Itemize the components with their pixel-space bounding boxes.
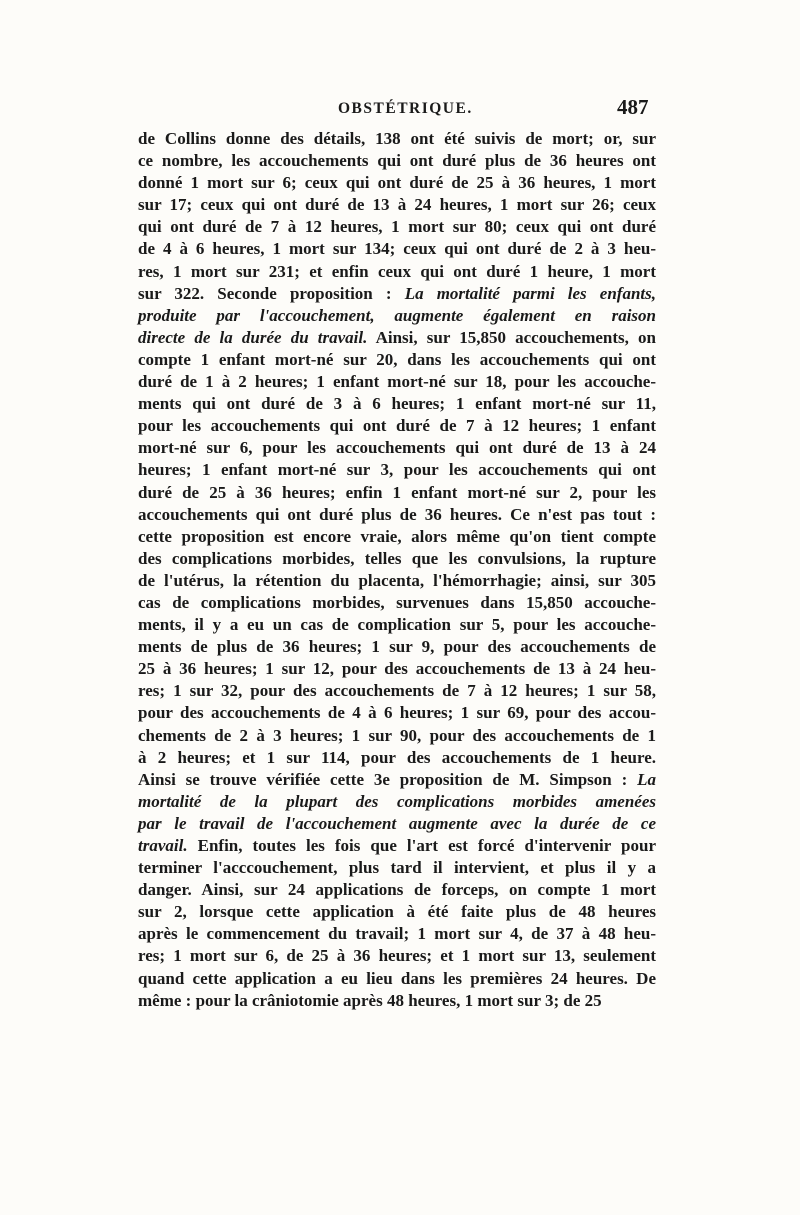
italic-text: La mortalité parmi les enfants, (404, 283, 657, 303)
text-line (138, 879, 656, 901)
text-segment: ments, il y a eu un cas de complication sur 5, pour les accouche- (138, 615, 656, 635)
text-line (138, 305, 656, 327)
text-line (138, 791, 656, 813)
text-line (138, 570, 656, 592)
text-segment: cas de complications morbides, survenues dans 15,850 accouche- (138, 592, 656, 612)
text-line (138, 923, 656, 945)
text-segment: des complications morbides, telles que les convulsions, la rupture (138, 548, 656, 568)
text-line (138, 945, 656, 967)
text-line (138, 327, 656, 349)
text-line (138, 747, 656, 769)
text-line (138, 592, 656, 614)
italic-text: mortalité de la plupart des complications morbides amenées (138, 791, 656, 811)
italic-text: produite par l'accouchement, augmente également en raison (138, 305, 656, 325)
text-segment: ments qui ont duré de 3 à 6 heures; 1 enfant mort-né sur 11, (138, 394, 656, 414)
text-segment: accouchements qui ont duré plus de 36 heures. Ce n'est pas tout : (138, 504, 656, 524)
text-segment: heures; 1 enfant mort-né sur 3, pour les accouchements qui ont (138, 460, 656, 480)
text-line (138, 769, 656, 791)
body-text (138, 128, 656, 1012)
text-segment: res, 1 mort sur 231; et enfin ceux qui ont duré 1 heure, 1 mort (138, 261, 656, 281)
text-line (138, 901, 656, 923)
text-line (138, 128, 656, 150)
text-segment: pour les accouchements qui ont duré de 7 à 12 heures; 1 enfant (138, 416, 656, 436)
text-line (138, 968, 656, 990)
text-segment: quand cette application a eu lieu dans les premières 24 heures. De (138, 968, 656, 988)
text-line (138, 636, 656, 658)
text-line (138, 680, 656, 702)
text-segment: même : pour la crâniotomie après 48 heures, 1 mort sur 3; de 25 (138, 990, 602, 1010)
text-line (138, 216, 656, 238)
text-segment: ments de plus de 36 heures; 1 sur 9, pour des accouchements de (138, 637, 656, 657)
text-line (138, 437, 656, 459)
text-line (138, 150, 656, 172)
text-segment: sur 17; ceux qui ont duré de 13 à 24 heures, 1 mort sur 26; ceux (138, 195, 656, 215)
text-segment: de 4 à 6 heures, 1 mort sur 134; ceux qui ont duré de 2 à 3 heu- (138, 239, 656, 259)
text-segment: donné 1 mort sur 6; ceux qui ont duré de 25 à 36 heures, 1 mort (138, 173, 656, 193)
text-line (138, 415, 656, 437)
text-line (138, 857, 656, 879)
text-segment: chements de 2 à 3 heures; 1 sur 90, pour des accouchements de 1 (138, 725, 656, 745)
text-line (138, 238, 656, 260)
text-segment: Ainsi se trouve vérifiée cette 3e proposition de M. Simpson : (138, 769, 638, 789)
text-segment: de Collins donne des détails, 138 ont été suivis de mort; or, sur (138, 129, 656, 148)
text-line (138, 172, 656, 194)
italic-text: par le travail de l'accouchement augmente avec la durée de ce (138, 813, 656, 833)
text-line (138, 835, 656, 857)
text-line (138, 658, 656, 680)
text-line (138, 482, 656, 504)
page-number: 487 (617, 95, 649, 119)
text-line (138, 614, 656, 636)
text-segment: Ainsi, sur 15,850 accouchements, on (367, 327, 656, 347)
text-segment: terminer l'acccouchement, plus tard il intervient, et plus il y a (138, 858, 656, 878)
italic-text: La (637, 769, 656, 789)
text-line (138, 813, 656, 835)
text-line (138, 459, 656, 481)
text-segment: à 2 heures; et 1 sur 114, pour des accouchements de 1 heure. (138, 747, 656, 767)
text-segment: qui ont duré de 7 à 12 heures, 1 mort sur 80; ceux qui ont duré (138, 217, 656, 237)
italic-text: directe de la durée du travail. (138, 327, 368, 347)
text-line (138, 261, 656, 283)
text-line (138, 393, 656, 415)
text-segment: mort-né sur 6, pour les accouchements qui ont duré de 13 à 24 (138, 438, 656, 458)
text-line (138, 371, 656, 393)
text-line (138, 504, 656, 526)
text-line (138, 990, 656, 1012)
text-segment: ce nombre, les accouchements qui ont duré plus de 36 heures ont (138, 151, 656, 171)
text-line (138, 283, 656, 305)
text-segment: sur 322. Seconde proposition : (138, 283, 405, 303)
text-line (138, 349, 656, 371)
text-segment: pour des accouchements de 4 à 6 heures; 1 sur 69, pour des accou- (138, 703, 656, 723)
text-segment: sur 2, lorsque cette application à été faite plus de 48 heures (138, 902, 656, 922)
text-segment: cette proposition est encore vraie, alors même qu'on tient compte (138, 526, 656, 546)
text-segment: 25 à 36 heures; 1 sur 12, pour des accouchements de 13 à 24 heu- (138, 659, 656, 679)
text-segment: Enfin, toutes les fois que l'art est forcé d'intervenir pour (187, 836, 656, 855)
text-line (138, 526, 656, 548)
text-segment: res; 1 sur 32, pour des accouchements de 7 à 12 heures; 1 sur 58, (138, 681, 656, 701)
text-segment: duré de 25 à 36 heures; enfin 1 enfant mort-né sur 2, pour les (138, 482, 656, 502)
text-line (138, 725, 656, 747)
text-segment: duré de 1 à 2 heures; 1 enfant mort-né sur 18, pour les accouche- (138, 372, 656, 392)
italic-text: travail. (138, 836, 188, 855)
text-segment: compte 1 enfant mort-né sur 20, dans les accouchements qui ont (138, 349, 656, 369)
running-head: OBSTÉTRIQUE. (338, 100, 473, 117)
page-header (0, 96, 800, 126)
text-line (138, 702, 656, 724)
text-line (138, 548, 656, 570)
text-segment: après le commencement du travail; 1 mort sur 4, de 37 à 48 heu- (138, 924, 656, 944)
text-line (138, 194, 656, 216)
text-segment: res; 1 mort sur 6, de 25 à 36 heures; et 1 mort sur 13, seulement (138, 946, 656, 966)
text-segment: danger. Ainsi, sur 24 applications de forceps, on compte 1 mort (138, 880, 656, 900)
text-segment: de l'utérus, la rétention du placenta, l'hémorrhagie; ainsi, sur 305 (138, 570, 656, 590)
